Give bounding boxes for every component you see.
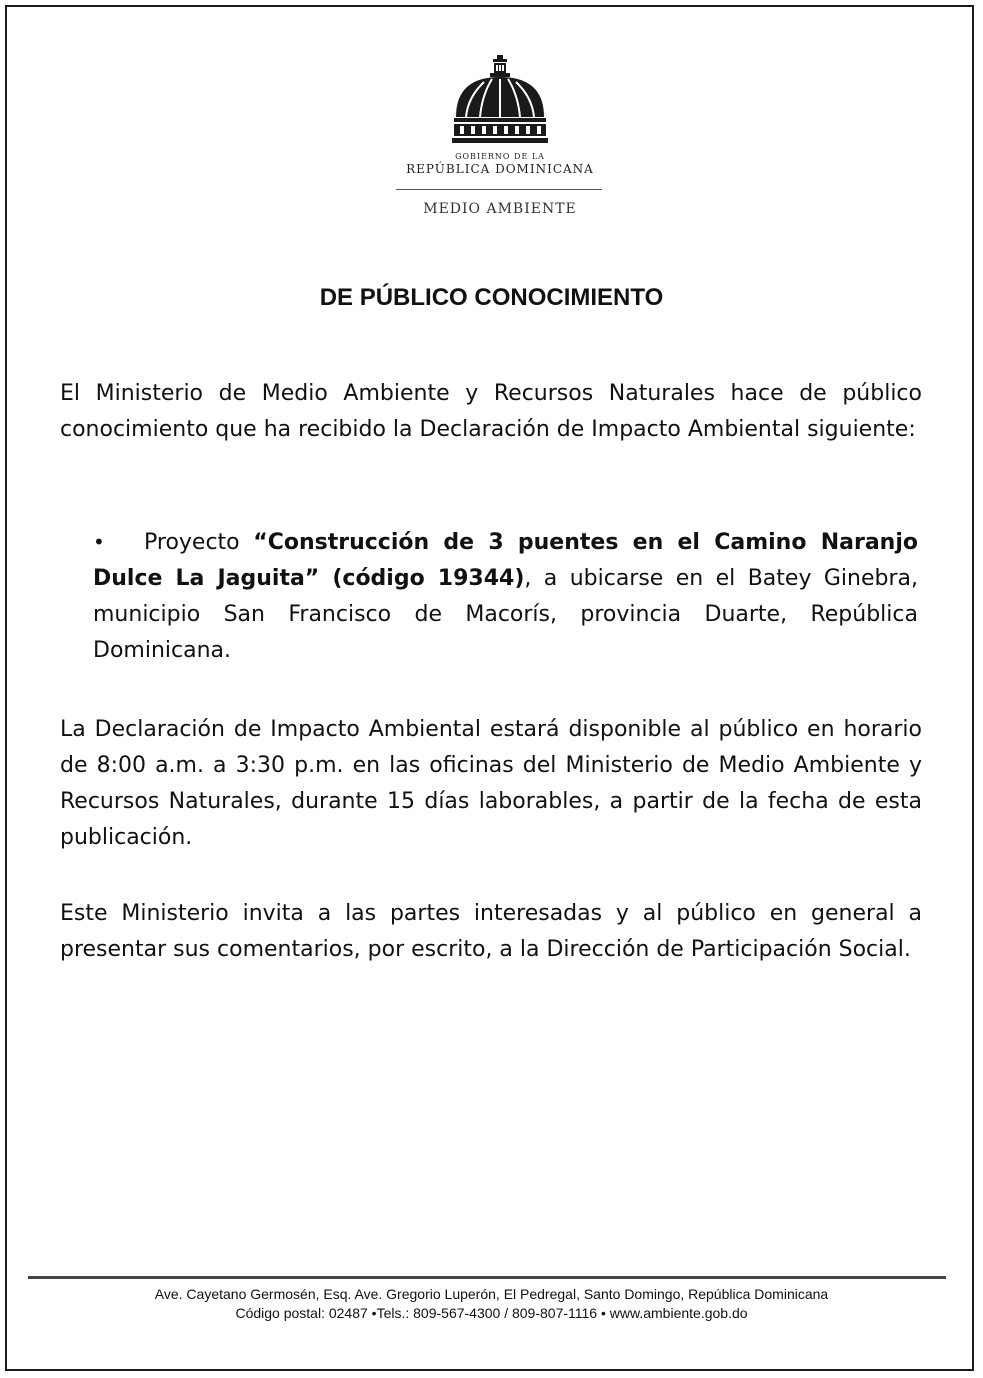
intro-paragraph: El Ministerio de Medio Ambiente y Recursos Naturales hace de público conocimiento que ha recibido la Declaración de Impacto Ambiental siguiente:: [60, 381, 922, 442]
ministry-logo: [390, 55, 610, 225]
logo-government-text: GOBIERNO DE LA: [455, 152, 545, 161]
notice-heading: DE PÚBLICO CONOCIMIENTO: [319, 284, 664, 311]
bullet-marker: •: [93, 530, 105, 554]
project-list-item: [93, 524, 918, 669]
footer-address: Ave. Cayetano Germosén, Esq. Ave. Gregorio Luperón, El Pedregal, Santo Domingo, República Dominicana: [154, 1286, 829, 1302]
logo-divider: [396, 189, 602, 190]
logo-ministry-text: MEDIO AMBIENTE: [423, 201, 577, 217]
logo-republic-text: REPÚBLICA DOMINICANA: [406, 162, 594, 176]
footer-contact: Código postal: 02487 •Tels.: 809-567-4300 / 809-807-1116 • www.ambiente.gob.do: [235, 1305, 748, 1321]
project-name: “Construcción de 3 puentes en el Camino Naranjo Dulce La Jaguita” (código 19344): [93, 530, 918, 591]
footer-divider: [28, 1276, 946, 1279]
availability-paragraph: La Declaración de Impacto Ambiental estará disponible al público en horario de 8:00 a.m. a 3:30 p.m. en las oficinas del Ministerio de Medio Ambiente y Recursos Naturales, durante 15 días laborables, a partir de la fecha de esta publicación.: [60, 717, 922, 850]
dome-icon: [452, 55, 548, 147]
project-prefix: Proyecto: [144, 530, 240, 555]
invitation-paragraph: Este Ministerio invita a las partes interesadas y al público en general a presentar sus comentarios, por escrito, a la Dirección de Participación Social.: [60, 901, 922, 962]
project-location: , a ubicarse en el Batey Ginebra, municipio San Francisco de Macorís, provincia Duarte, República Dominicana.: [93, 566, 919, 663]
